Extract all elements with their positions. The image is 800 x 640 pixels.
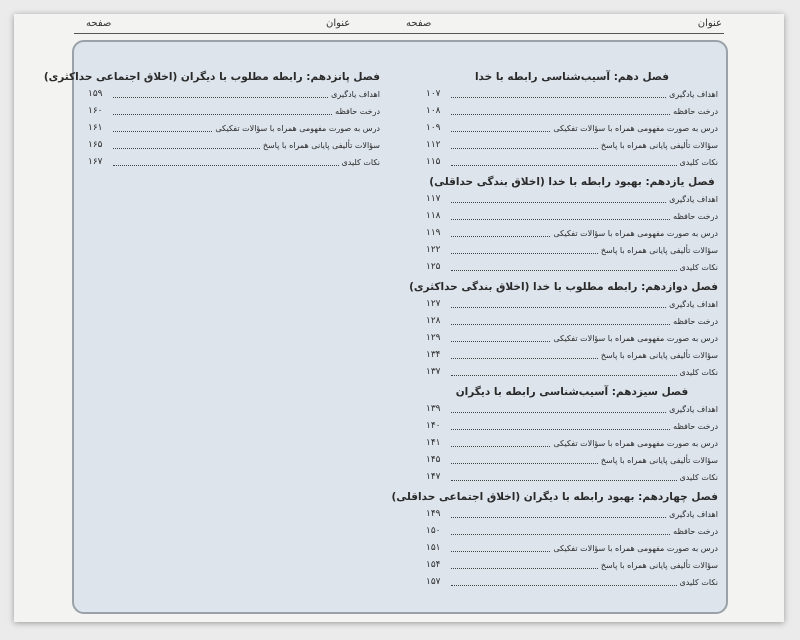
- document-page: [14, 14, 784, 622]
- toc-entry[interactable]: [426, 330, 718, 347]
- entry-label: درس به صورت مفهومی همراه با سؤالات تفکیکی: [553, 124, 718, 133]
- entry-page-number: ۱۶۰: [88, 106, 103, 116]
- entry-page-number: ۱۶۵: [88, 140, 103, 150]
- chapter-title: فصل یازدهم: بهبود رابطه با خدا (اخلاق بندگی حداقلی): [429, 176, 715, 188]
- dot-leader: [451, 114, 670, 115]
- toc-entry[interactable]: [426, 506, 718, 523]
- toc-entry[interactable]: [426, 557, 718, 574]
- toc-entry[interactable]: [88, 137, 380, 154]
- dot-leader: [451, 585, 677, 586]
- toc-chapter: [43, 68, 380, 171]
- toc-entry[interactable]: [426, 137, 718, 154]
- header-divider: [74, 33, 724, 34]
- toc-entry[interactable]: [88, 86, 380, 103]
- entry-page-number: ۱۳۴: [426, 350, 441, 360]
- dot-leader: [451, 97, 666, 98]
- entry-label: نکات کلیدی: [679, 263, 718, 272]
- toc-column-right: [391, 68, 718, 593]
- toc-entry[interactable]: [426, 296, 718, 313]
- header-page-label: صفحه: [86, 18, 112, 29]
- entry-label: اهداف یادگیری: [669, 90, 718, 99]
- dot-leader: [451, 253, 598, 254]
- entry-page-number: ۱۰۷: [426, 89, 441, 99]
- dot-leader: [113, 148, 260, 149]
- entry-label: اهداف یادگیری: [669, 195, 718, 204]
- dot-leader: [451, 534, 670, 535]
- dot-leader: [113, 131, 212, 132]
- toc-entry[interactable]: [426, 347, 718, 364]
- entry-page-number: ۱۰۸: [426, 106, 441, 116]
- entry-page-number: ۱۲۲: [426, 245, 441, 255]
- dot-leader: [451, 324, 670, 325]
- chapter-title: فصل سیزدهم: آسیب‌شناسی رابطه با دیگران: [455, 386, 689, 398]
- toc-chapter: [391, 488, 718, 591]
- entry-label: درس به صورت مفهومی همراه با سؤالات تفکیکی: [553, 439, 718, 448]
- entry-label: اهداف یادگیری: [669, 300, 718, 309]
- entry-page-number: ۱۲۸: [426, 316, 441, 326]
- chapter-title: فصل دهم: آسیب‌شناسی رابطه با خدا: [474, 71, 670, 83]
- entry-page-number: ۱۴۷: [426, 472, 441, 482]
- toc-chapter: [426, 173, 718, 276]
- entry-page-number: ۱۳۹: [426, 404, 441, 414]
- toc-entry[interactable]: [426, 242, 718, 259]
- toc-entry[interactable]: [426, 313, 718, 330]
- entry-label: اهداف یادگیری: [669, 405, 718, 414]
- dot-leader: [451, 307, 666, 308]
- entry-label: درخت حافظه: [673, 107, 718, 116]
- entry-page-number: ۱۵۷: [426, 577, 441, 587]
- toc-entry[interactable]: [426, 103, 718, 120]
- entry-label: نکات کلیدی: [679, 473, 718, 482]
- toc-entry[interactable]: [426, 452, 718, 469]
- toc-entry[interactable]: [88, 120, 380, 137]
- header-title-label: عنوان: [326, 18, 351, 29]
- entry-label: سؤالات تألیفی پایانی همراه با پاسخ: [262, 141, 380, 150]
- entry-page-number: ۱۴۰: [426, 421, 441, 431]
- entry-page-number: ۱۵۹: [88, 89, 103, 99]
- entry-label: اهداف یادگیری: [669, 510, 718, 519]
- toc-entry[interactable]: [426, 523, 718, 540]
- toc-entry[interactable]: [426, 469, 718, 486]
- entry-label: نکات کلیدی: [341, 158, 380, 167]
- entry-page-number: ۱۲۵: [426, 262, 441, 272]
- dot-leader: [451, 429, 670, 430]
- dot-leader: [451, 480, 677, 481]
- entry-label: سؤالات تألیفی پایانی همراه با پاسخ: [600, 561, 718, 570]
- page-header: [14, 18, 784, 34]
- dot-leader: [451, 446, 550, 447]
- toc-entry[interactable]: [426, 154, 718, 171]
- entry-label: درس به صورت مفهومی همراه با سؤالات تفکیکی: [215, 124, 380, 133]
- toc-entry[interactable]: [426, 418, 718, 435]
- entry-page-number: ۱۵۴: [426, 560, 441, 570]
- dot-leader: [451, 517, 666, 518]
- dot-leader: [451, 270, 677, 271]
- entry-page-number: ۱۱۸: [426, 211, 441, 221]
- entry-page-number: ۱۱۵: [426, 157, 441, 167]
- entry-label: درخت حافظه: [335, 107, 380, 116]
- entry-label: درخت حافظه: [673, 317, 718, 326]
- chapter-title: فصل دوازدهم: رابطه مطلوب با خدا (اخلاق بندگی حداکثری): [409, 281, 718, 293]
- toc-entry[interactable]: [426, 364, 718, 381]
- entry-page-number: ۱۰۹: [426, 123, 441, 133]
- toc-panel: [43, 40, 728, 614]
- dot-leader: [113, 114, 332, 115]
- entry-page-number: ۱۵۱: [426, 543, 441, 553]
- entry-label: سؤالات تألیفی پایانی همراه با پاسخ: [600, 141, 718, 150]
- toc-entry[interactable]: [426, 574, 718, 591]
- dot-leader: [451, 568, 598, 569]
- toc-entry[interactable]: [426, 120, 718, 137]
- header-title-label: عنوان: [697, 18, 722, 29]
- toc-column-left: [43, 68, 380, 173]
- entry-label: نکات کلیدی: [679, 368, 718, 377]
- entry-page-number: ۱۲۹: [426, 333, 441, 343]
- dot-leader: [113, 165, 339, 166]
- toc-entry[interactable]: [426, 225, 718, 242]
- entry-page-number: ۱۱۹: [426, 228, 441, 238]
- entry-label: درخت حافظه: [673, 212, 718, 221]
- entry-page-number: ۱۵۰: [426, 526, 441, 536]
- entry-label: سؤالات تألیفی پایانی همراه با پاسخ: [600, 456, 718, 465]
- dot-leader: [451, 131, 550, 132]
- entry-label: سؤالات تألیفی پایانی همراه با پاسخ: [600, 246, 718, 255]
- dot-leader: [451, 236, 550, 237]
- toc-entry[interactable]: [88, 154, 380, 171]
- entry-label: درس به صورت مفهومی همراه با سؤالات تفکیکی: [553, 334, 718, 343]
- toc-chapter: [426, 68, 718, 171]
- entry-label: سؤالات تألیفی پایانی همراه با پاسخ: [600, 351, 718, 360]
- toc-entry[interactable]: [426, 435, 718, 452]
- entry-label: درخت حافظه: [673, 527, 718, 536]
- dot-leader: [451, 148, 598, 149]
- dot-leader: [451, 412, 666, 413]
- toc-entry[interactable]: [426, 86, 718, 103]
- entry-page-number: ۱۳۷: [426, 367, 441, 377]
- entry-page-number: ۱۶۱: [88, 123, 103, 133]
- entry-page-number: ۱۲۷: [426, 299, 441, 309]
- entry-page-number: ۱۶۷: [88, 157, 103, 167]
- entry-label: نکات کلیدی: [679, 578, 718, 587]
- entry-page-number: ۱۴۵: [426, 455, 441, 465]
- entry-label: درس به صورت مفهومی همراه با سؤالات تفکیکی: [553, 229, 718, 238]
- entry-page-number: ۱۱۷: [426, 194, 441, 204]
- toc-chapter: [426, 383, 718, 486]
- chapter-title: فصل چهاردهم: بهبود رابطه با دیگران (اخلاق اجتماعی حداقلی): [391, 491, 718, 503]
- entry-page-number: ۱۱۲: [426, 140, 441, 150]
- dot-leader: [451, 202, 666, 203]
- toc-chapter: [409, 278, 718, 381]
- chapter-title: فصل پانزدهم: رابطه مطلوب با دیگران (اخلاق اجتماعی حداکثری): [43, 71, 380, 83]
- toc-entry[interactable]: [88, 103, 380, 120]
- header-page-label: صفحه: [406, 18, 432, 29]
- entry-page-number: ۱۴۱: [426, 438, 441, 448]
- toc-entry[interactable]: [426, 540, 718, 557]
- dot-leader: [451, 341, 550, 342]
- toc-entry[interactable]: [426, 259, 718, 276]
- dot-leader: [451, 551, 550, 552]
- entry-page-number: ۱۴۹: [426, 509, 441, 519]
- entry-label: نکات کلیدی: [679, 158, 718, 167]
- entry-label: اهداف یادگیری: [331, 90, 380, 99]
- entry-label: درخت حافظه: [673, 422, 718, 431]
- dot-leader: [451, 219, 670, 220]
- dot-leader: [113, 97, 328, 98]
- dot-leader: [451, 358, 598, 359]
- entry-label: درس به صورت مفهومی همراه با سؤالات تفکیکی: [553, 544, 718, 553]
- dot-leader: [451, 165, 677, 166]
- dot-leader: [451, 375, 677, 376]
- toc-entry[interactable]: [426, 208, 718, 225]
- dot-leader: [451, 463, 598, 464]
- toc-entry[interactable]: [426, 191, 718, 208]
- toc-entry[interactable]: [426, 401, 718, 418]
